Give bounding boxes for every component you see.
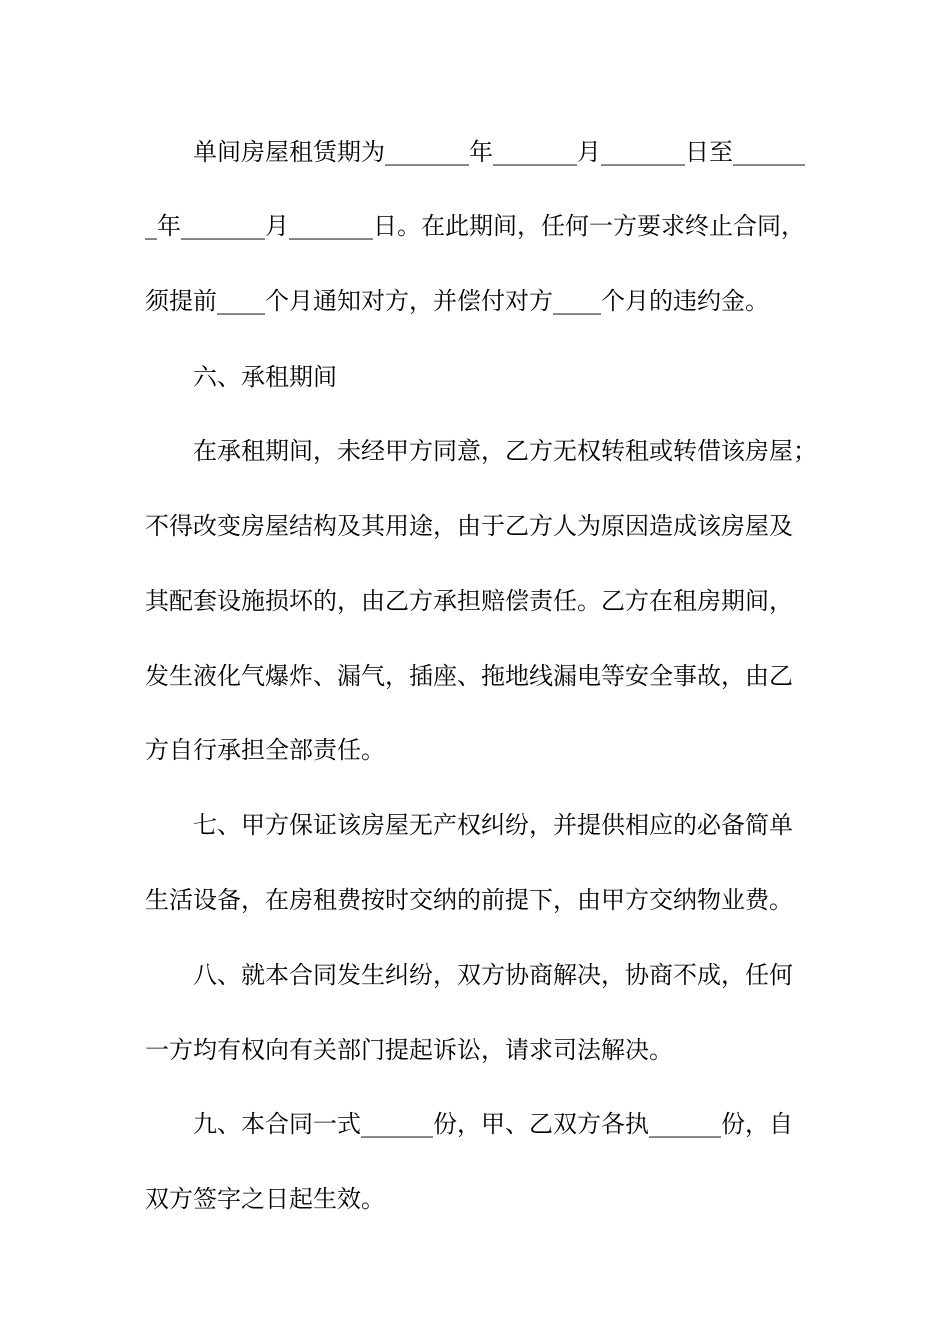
text-line: 八、就本合同发生纠纷，双方协商解决，协商不成，任何 — [193, 961, 793, 989]
text-line: 七、甲方保证该房屋无产权纠纷，并提供相应的必备简单 — [193, 811, 793, 839]
section-heading: 六、承租期间 — [193, 363, 337, 391]
text-line: 一方均有权向有关部门提起诉讼，请求司法解决。 — [145, 1036, 673, 1064]
text-line: 九、本合同一式______份，甲、乙双方各执______份，自 — [193, 1110, 793, 1138]
text-line: _年_______月_______日。在此期间，任何一方要求终止合同， — [145, 212, 805, 240]
text-line: 生活设备，在房租费按时交纳的前提下，由甲方交纳物业费。 — [145, 886, 793, 914]
text-line: 须提前____个月通知对方，并偿付对方____个月的违约金。 — [145, 287, 769, 315]
text-line: 方自行承担全部责任。 — [145, 736, 385, 764]
text-line: 在承租期间，未经甲方同意，乙方无权转租或转借该房屋； — [193, 437, 817, 465]
text-line: 不得改变房屋结构及其用途，由于乙方人为原因造成该房屋及 — [145, 512, 793, 540]
text-line: 双方签字之日起生效。 — [145, 1185, 385, 1213]
text-line: 发生液化气爆炸、漏气，插座、拖地线漏电等安全事故，由乙 — [145, 662, 793, 690]
text-line: 单间房屋租赁期为_______年_______月_______日至______ — [193, 138, 805, 166]
text-line: 其配套设施损坏的，由乙方承担赔偿责任。乙方在租房期间， — [145, 587, 793, 615]
